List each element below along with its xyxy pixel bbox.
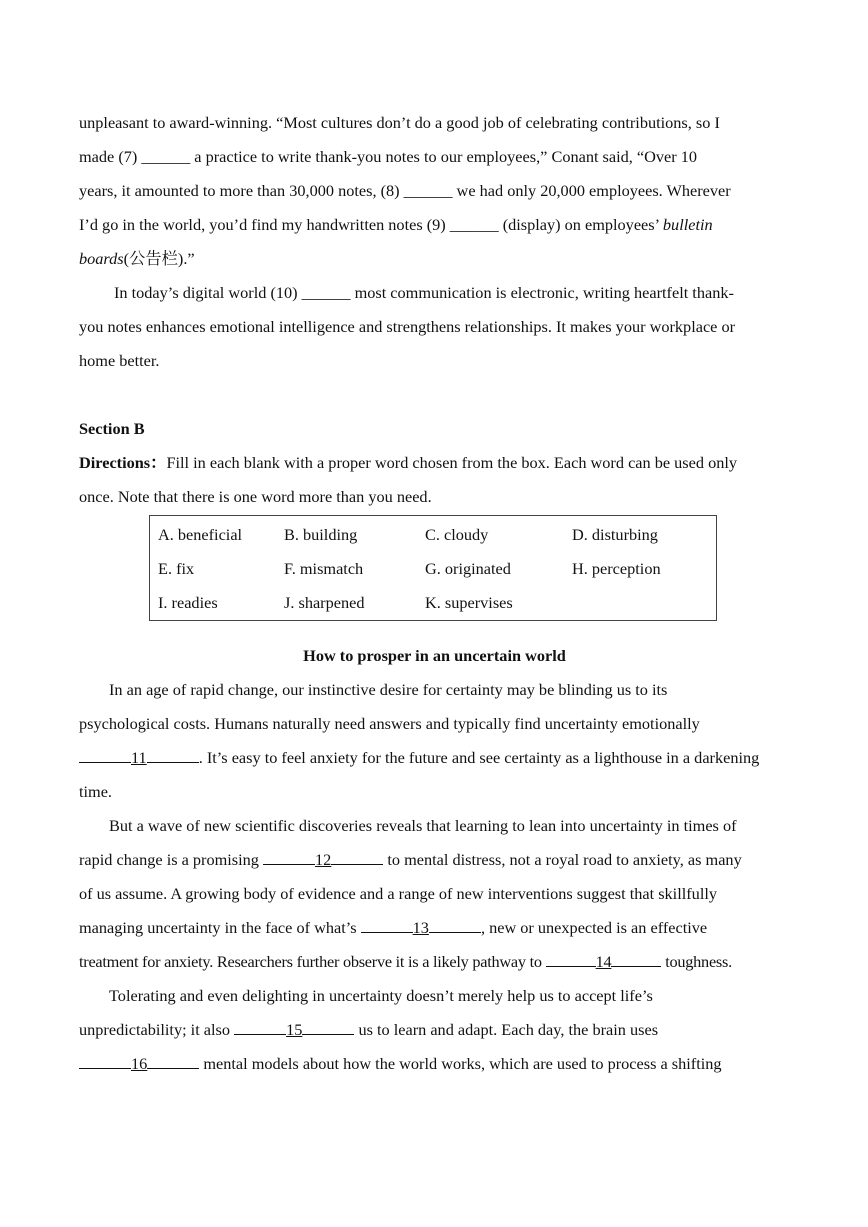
- word-box-row: [158, 518, 716, 552]
- text-span: , new or unexpected is an effective: [480, 918, 708, 937]
- text-span: to mental distress, not a royal road to anxiety, as many: [383, 850, 742, 869]
- directions-label: Directions：: [79, 453, 167, 472]
- text-span: mental models about how the world works, which are used to process a shifting: [199, 1054, 722, 1073]
- word-option: B. building: [284, 525, 358, 544]
- text-span: . It’s easy to feel anxiety for the future and see certainty as a lighthouse in a darkening: [198, 748, 760, 767]
- text-span: treatment for anxiety. Researchers further observe it is a likely pathway to: [79, 952, 546, 971]
- directions-line: [79, 446, 790, 480]
- answer-blank: [546, 953, 596, 967]
- word-option: H. perception: [572, 559, 661, 578]
- section-heading: Section B: [79, 419, 145, 438]
- text-span: managing uncertainty in the face of what’s: [79, 918, 361, 937]
- answer-blank: [147, 749, 199, 763]
- word-option: K. supervises: [425, 593, 513, 612]
- text-span: rapid change is a promising: [79, 850, 264, 869]
- text-line: In an age of rapid change, our instinctive desire for certainty may be blinding us to its: [109, 680, 668, 699]
- word-option: D. disturbing: [572, 525, 658, 544]
- blank-number: 13: [412, 918, 429, 937]
- answer-blank: [611, 953, 661, 967]
- text-line: Tolerating and even delighting in uncertainty doesn’t merely help us to accept life’s: [109, 986, 653, 1005]
- word-option: J. sharpened: [284, 593, 365, 612]
- blank-number: 16: [131, 1054, 148, 1073]
- spacer: [79, 378, 790, 412]
- text-line: unpleasant to award-winning. “Most cultures don’t do a good job of celebrating contributions, so I: [79, 113, 720, 132]
- word-option: F. mismatch: [284, 559, 364, 578]
- answer-blank: [263, 851, 315, 865]
- text-line: home better.: [79, 351, 160, 370]
- text-span: Fill in each blank with a proper word chosen from the box. Each word can be used only: [166, 453, 738, 472]
- text-line: [79, 741, 790, 775]
- word-option: A. beneficial: [158, 525, 243, 544]
- text-line: time.: [79, 782, 113, 801]
- text-span: us to learn and adapt. Each day, the brain uses: [354, 1020, 659, 1039]
- blank-number: 12: [315, 850, 332, 869]
- text-line: years, it amounted to more than 30,000 notes, (8) ______ we had only 20,000 employees. Wherever: [79, 181, 731, 200]
- directions-line: once. Note that there is one word more than you need.: [79, 487, 432, 506]
- word-option: I. readies: [158, 593, 218, 612]
- answer-blank: [147, 1055, 199, 1069]
- text-line: you notes enhances emotional intelligence and strengthens relationships. It makes your workplace or: [79, 317, 736, 336]
- document-page: [79, 106, 790, 1081]
- text-line: In today’s digital world (10) ______ most communication is electronic, writing heartfelt thank-: [114, 283, 734, 302]
- text-span: I’d go in the world, you’d find my handwritten notes (9) ______ (display) on employees’: [79, 215, 659, 234]
- passage-title: How to prosper in an uncertain world: [303, 646, 566, 665]
- word-option: C. cloudy: [425, 525, 489, 544]
- answer-blank: [331, 851, 383, 865]
- answer-blank: [79, 1055, 131, 1069]
- text-line: [79, 945, 790, 979]
- text-line: [79, 1013, 790, 1047]
- text-line: [79, 911, 790, 945]
- text-line: [79, 208, 790, 242]
- answer-blank: [79, 749, 131, 763]
- answer-blank: [302, 1021, 354, 1035]
- answer-blank: [361, 919, 413, 933]
- answer-blank: [429, 919, 481, 933]
- word-box-row: [158, 552, 716, 586]
- text-line: But a wave of new scientific discoveries reveals that learning to lean into uncertainty in times of: [109, 816, 737, 835]
- italic-term: boards: [79, 249, 124, 268]
- italic-term: bulletin: [662, 215, 713, 234]
- text-line: psychological costs. Humans naturally need answers and typically find uncertainty emotionally: [79, 714, 700, 733]
- text-span: toughness.: [661, 952, 732, 971]
- text-line: [79, 843, 790, 877]
- text-line: [79, 1047, 790, 1081]
- word-option: G. originated: [425, 559, 511, 578]
- word-box-row: [158, 586, 716, 620]
- text-line: of us assume. A growing body of evidence and a range of new interventions suggest that skillfully: [79, 884, 718, 903]
- blank-number: 11: [131, 748, 147, 767]
- text-span: unpredictability; it also: [79, 1020, 235, 1039]
- blank-number: 14: [595, 952, 612, 971]
- word-box: [149, 515, 717, 621]
- word-option: E. fix: [158, 559, 195, 578]
- text-line: [79, 242, 790, 276]
- text-span: (公告栏).”: [123, 249, 195, 268]
- blank-number: 15: [286, 1020, 303, 1039]
- text-line: made (7) ______ a practice to write thank-you notes to our employees,” Conant said, “Over 10: [79, 147, 698, 166]
- answer-blank: [234, 1021, 286, 1035]
